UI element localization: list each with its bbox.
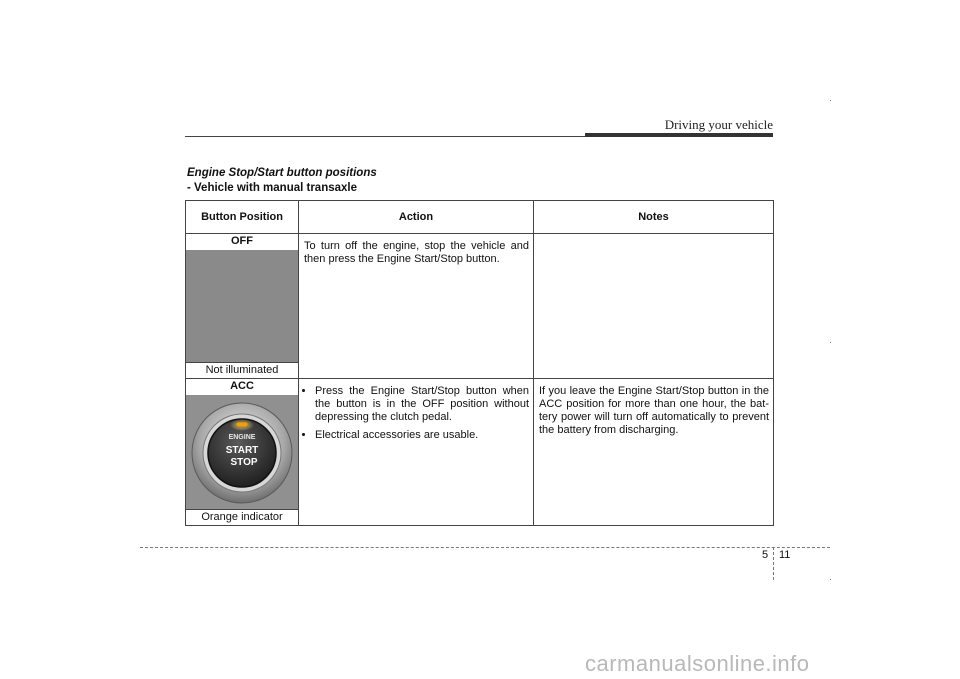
notes-cell-acc: [534, 379, 774, 526]
button-positions-table: [185, 200, 774, 526]
section-title: Engine Stop/Start button positions: [187, 167, 377, 179]
column-header-action: Action: [299, 201, 534, 234]
footer-page-divider: [773, 547, 774, 580]
action-text-off: To turn off the engine, stop the vehicle and then press the Engine Start/Stop button.: [304, 240, 529, 265]
button-image-off: [186, 250, 298, 363]
position-label-off: OFF: [186, 234, 298, 249]
crop-mark: [830, 579, 831, 580]
action-cell-off: [299, 234, 534, 379]
page-header-title: Driving your vehicle: [664, 117, 773, 132]
footer-dashed-rule: [140, 547, 830, 548]
action-cell-acc: [299, 379, 534, 526]
position-cell-acc: [186, 379, 299, 526]
column-header-button-position: Button Position: [186, 201, 299, 234]
crop-mark: [830, 342, 831, 343]
action-list-acc: [304, 385, 529, 442]
section-subtitle: - Vehicle with manual transaxle: [187, 182, 358, 194]
watermark-text: carmanualsonline.info: [585, 651, 810, 676]
footer-page-number: 11: [779, 549, 791, 561]
table-row-off: [186, 234, 774, 379]
header-rule-thick: [585, 133, 773, 137]
column-header-notes: Notes: [534, 201, 774, 234]
notes-cell-off: [534, 234, 774, 379]
table-row-acc: [186, 379, 774, 526]
table-header-row: [186, 201, 774, 234]
list-item: • Press the Engine Start/Stop button when the button is in the OFF position without depressing the clutch pedal.: [315, 385, 529, 424]
position-label-acc: ACC: [186, 379, 298, 394]
footer-chapter-number: 5: [762, 549, 769, 561]
button-image-acc: [186, 395, 298, 510]
indicator-caption-acc: Orange indicator: [186, 509, 298, 525]
button-text-engine: ENGINE: [228, 434, 256, 441]
button-text-stop: STOP: [230, 457, 258, 468]
list-item: • Electrical accessories are usable.: [315, 429, 529, 442]
button-text-start: START: [225, 445, 259, 456]
position-cell-off: [186, 234, 299, 379]
notes-text-acc: If you leave the Engine Start/Stop button in the ACC position for more than one hour, the bat-tery power will turn off automatically to prevent the battery from discharging.: [539, 385, 769, 436]
indicator-caption-off: Not illuminated: [186, 362, 298, 378]
engine-start-stop-button-icon: [186, 395, 298, 510]
header-rule-thin: [185, 136, 585, 137]
crop-mark: [830, 100, 831, 101]
